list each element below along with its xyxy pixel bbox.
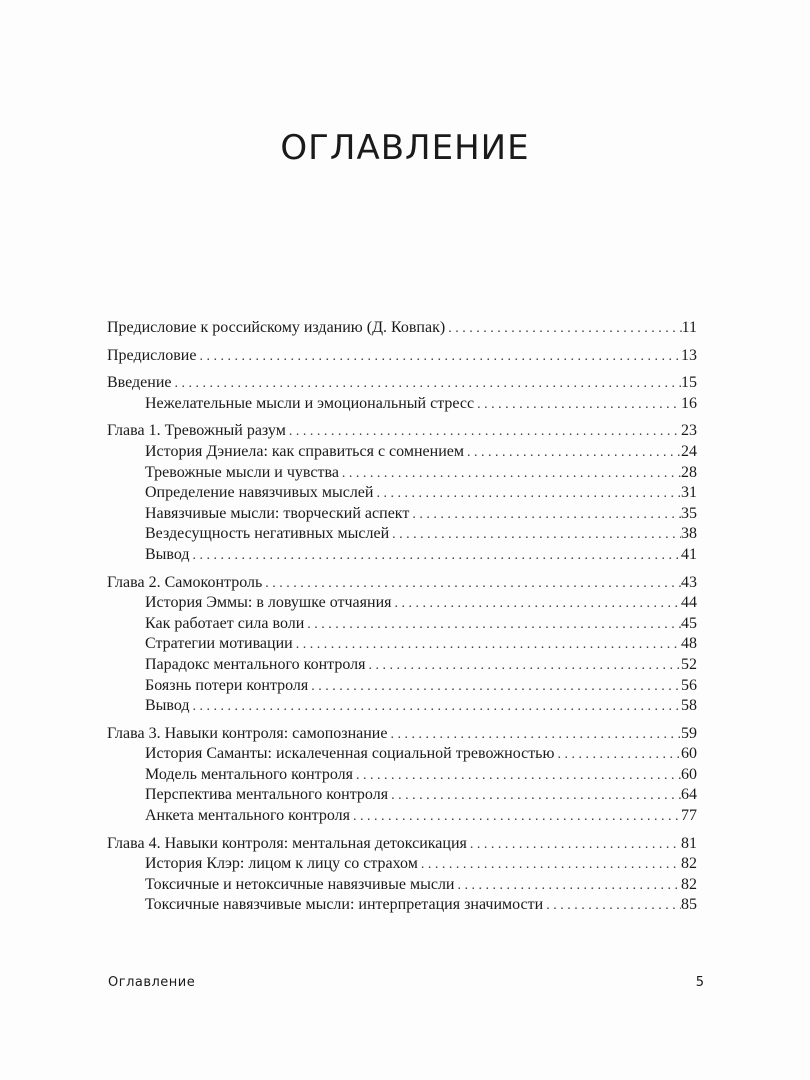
dot-leader (546, 896, 681, 917)
toc-entry-title: Вывод (145, 545, 190, 563)
toc-entry[interactable] (107, 442, 697, 463)
toc-entry-title: Токсичные навязчивые мысли: интерпретация значимости (145, 896, 544, 914)
toc-entry-page: 56 (681, 676, 697, 694)
toc-entry-page: 43 (681, 573, 697, 591)
toc-entry-page: 85 (681, 896, 697, 914)
toc-entry-page: 45 (681, 614, 697, 632)
toc-entry-page: 31 (681, 484, 697, 502)
table-of-contents (107, 318, 697, 923)
toc-section (107, 346, 697, 367)
toc-entry-title: История Клэр: лицом к лицу со страхом (145, 855, 418, 873)
toc-entry-title: Анкета ментального контроля (145, 807, 350, 825)
toc-entry-page: 23 (681, 422, 697, 440)
toc-entry[interactable] (107, 614, 697, 635)
toc-entry-title: Боязнь потери контроля (145, 676, 309, 694)
toc-entry[interactable] (107, 524, 697, 545)
dot-leader (342, 464, 681, 485)
toc-entry-page: 48 (681, 635, 697, 653)
toc-entry[interactable] (107, 483, 697, 504)
toc-section (107, 421, 697, 565)
toc-entry-page: 60 (681, 765, 697, 783)
toc-entry-title: Навязчивые мысли: творческий аспект (145, 504, 410, 522)
running-footer-title: Оглавление (108, 975, 196, 990)
toc-entry[interactable] (107, 504, 697, 525)
toc-entry-page: 59 (681, 724, 697, 742)
toc-entry-page: 58 (681, 697, 697, 715)
dot-leader (353, 807, 681, 828)
page-title: ОГЛАВЛЕНИЕ (280, 127, 530, 168)
dot-leader (289, 422, 681, 443)
dot-leader (477, 395, 681, 416)
toc-entry-heading[interactable] (107, 318, 697, 339)
dot-leader (193, 697, 681, 718)
dot-leader (193, 546, 681, 567)
toc-entry[interactable] (107, 806, 697, 827)
toc-entry-heading[interactable] (107, 573, 697, 594)
toc-entry[interactable] (107, 394, 697, 415)
toc-entry[interactable] (107, 744, 697, 765)
toc-entry[interactable] (107, 785, 697, 806)
toc-entry-heading[interactable] (107, 421, 697, 442)
toc-entry[interactable] (107, 696, 697, 717)
toc-entry-heading[interactable] (107, 346, 697, 367)
toc-entry-page: 41 (681, 545, 697, 563)
toc-entry-title: Нежелательные мысли и эмоциональный стресс (145, 394, 475, 412)
toc-entry-page: 82 (681, 875, 697, 893)
dot-leader (391, 786, 681, 807)
dot-leader (421, 855, 681, 876)
toc-entry-page: 24 (681, 442, 697, 460)
dot-leader (311, 677, 681, 698)
toc-entry-page: 82 (681, 855, 697, 873)
toc-entry-page: 60 (681, 745, 697, 763)
toc-entry-title: Предисловие (107, 346, 197, 364)
toc-entry-heading[interactable] (107, 724, 697, 745)
dot-leader (368, 656, 681, 677)
dot-leader (175, 374, 682, 395)
toc-entry-page: 44 (681, 594, 697, 612)
dot-leader (390, 725, 681, 746)
dot-leader (392, 525, 681, 546)
toc-section (107, 373, 697, 414)
toc-entry[interactable] (107, 875, 697, 896)
toc-entry-heading[interactable] (107, 834, 697, 855)
toc-entry-title: Предисловие к российскому изданию (Д. Ковпак) (107, 319, 446, 336)
toc-entry-title: Глава 4. Навыки контроля: ментальная детоксикация (107, 834, 467, 852)
toc-entry-page: 77 (681, 807, 697, 825)
dot-leader (356, 766, 681, 787)
toc-entry-title: История Эммы: в ловушке отчаяния (145, 594, 392, 612)
toc-entry[interactable] (107, 634, 697, 655)
toc-entry-title: Тревожные мысли и чувства (145, 463, 339, 481)
toc-section (107, 834, 697, 916)
toc-entry-title: Глава 1. Тревожный разум (107, 422, 286, 440)
dot-leader (376, 484, 681, 505)
dot-leader (448, 319, 681, 340)
toc-entry[interactable] (107, 545, 697, 566)
toc-entry-title: Модель ментального контроля (145, 765, 353, 783)
toc-section (107, 724, 697, 827)
toc-entry-page: 38 (681, 525, 697, 543)
toc-entry[interactable] (107, 854, 697, 875)
toc-entry-title: Парадокс ментального контроля (145, 655, 366, 673)
toc-entry-title: Введение (107, 374, 172, 392)
toc-entry[interactable] (107, 463, 697, 484)
toc-entry-page: 64 (681, 786, 697, 804)
toc-entry-title: Как работает сила воли (145, 614, 305, 632)
dot-leader (307, 615, 681, 636)
toc-entry[interactable] (107, 593, 697, 614)
toc-entry-page: 11 (681, 319, 697, 336)
dot-leader (557, 745, 681, 766)
toc-entry-title: Вездесущность негативных мыслей (145, 525, 390, 543)
toc-entry-title: Перспектива ментального контроля (145, 786, 389, 804)
toc-entry-page: 52 (681, 655, 697, 673)
toc-entry-page: 13 (681, 346, 697, 364)
dot-leader (394, 594, 681, 615)
toc-entry-title: Определение навязчивых мыслей (145, 484, 374, 502)
toc-entry-title: Глава 2. Самоконтроль (107, 573, 263, 591)
dot-leader (199, 347, 681, 368)
toc-entry-title: Глава 3. Навыки контроля: самопознание (107, 724, 388, 742)
dot-leader (296, 635, 681, 656)
toc-entry-page: 15 (681, 374, 697, 392)
dot-leader (467, 443, 681, 464)
dot-leader (265, 574, 681, 595)
dot-leader (412, 505, 681, 526)
toc-entry[interactable] (107, 895, 697, 916)
toc-section (107, 573, 697, 717)
toc-entry-heading[interactable] (107, 373, 697, 394)
toc-entry-title: История Дэниела: как справиться с сомнением (145, 442, 464, 460)
toc-entry[interactable] (107, 765, 697, 786)
toc-entry-title: История Саманты: искалеченная социальной тревожностью (145, 745, 555, 763)
page-number: 5 (695, 975, 704, 990)
toc-entry-page: 35 (681, 504, 697, 522)
toc-entry-title: Токсичные и нетоксичные навязчивые мысли (145, 875, 455, 893)
toc-entry-title: Вывод (145, 697, 190, 715)
dot-leader (470, 835, 681, 856)
toc-section (107, 318, 697, 339)
toc-entry-page: 28 (681, 463, 697, 481)
toc-entry-page: 81 (681, 834, 697, 852)
toc-entry-page: 16 (681, 394, 697, 412)
toc-entry[interactable] (107, 655, 697, 676)
toc-entry[interactable] (107, 676, 697, 697)
toc-entry-title: Стратегии мотивации (145, 635, 293, 653)
dot-leader (457, 876, 681, 897)
